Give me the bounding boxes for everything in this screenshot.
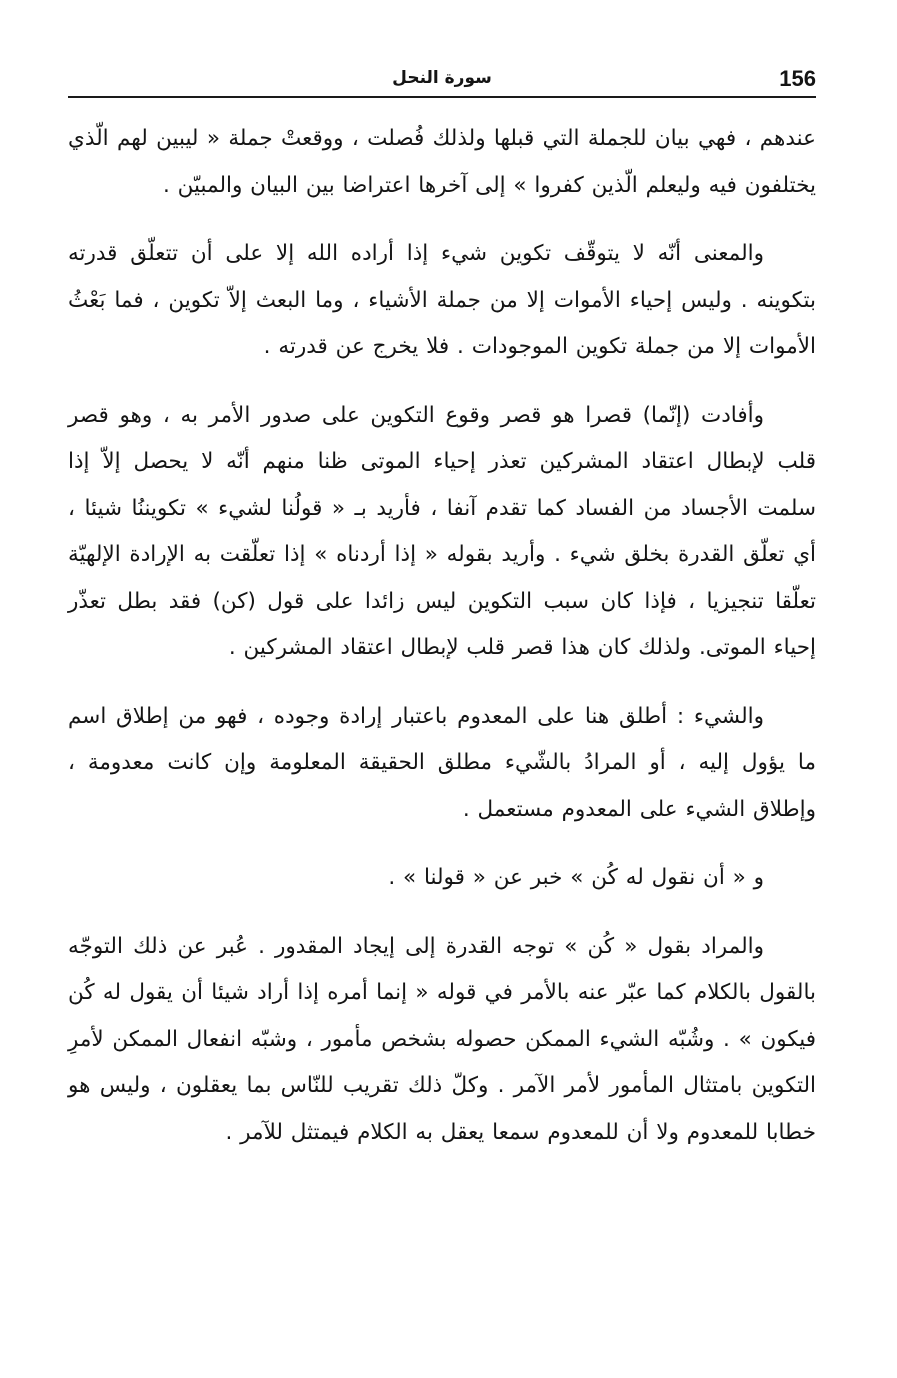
paragraph-continuation: عندهم ، فهي بيان للجملة التي قبلها ولذلك فُصلت ، ووقعتْ جملة « ليبين لهم الّذي يختلفون فيه وليعلم الّذين كفروا » إلى آخرها اعتراضا بين البيان والمبيّن . — [68, 126, 816, 198]
page-header — [68, 62, 816, 98]
page-body — [68, 116, 816, 1156]
running-title: سورة النحل — [392, 68, 492, 88]
paragraph-thing: والشيء : أطلق هنا على المعدوم باعتبار إرادة وجوده ، فهو من إطلاق اسم ما يؤول إليه ، أو المرادُ بالشّيء مطلق الحقيقة المعلومة وإن كانت معدومة ، وإطلاق الشيء على المعدوم مستعمل . — [68, 703, 816, 822]
book-page — [68, 62, 816, 1178]
paragraph-predicate: و « أن نقول له كُن » خبر عن « قولنا » . — [388, 865, 764, 890]
paragraph-restriction: وأفادت (إنّما) قصرا هو قصر وقوع التكوين على صدور الأمر به ، وهو قصر قلب لإبطال اعتقاد المشركين تعذر إحياء الموتى ظنا منهم أنّه لا يحصل إلاّ إذا سلمت الأجساد من الفساد كما تقدم آنفا ، فأريد بـ « قولُنا لشيء » تكويننُا شيئا ، أي تعلّق القدرة بخلق شيء . وأريد بقوله « إذا أردناه » إذا تعلّقت به الإرادة الإلهيّة تعلّقا تنجيزيا ، فإذا كان سبب التكوين ليس زائدا على قول (كن) فقد بطل تعذّر إحياء الموتى. ولذلك كان هذا قصر قلب لإبطال اعتقاد المشركين . — [68, 402, 816, 660]
page-number: 156 — [779, 66, 816, 91]
paragraph-kun: والمراد بقول « كُن » توجه القدرة إلى إيجاد المقدور . عُبر عن ذلك التوجّه بالقول بالكلام كما عبّر عنه بالأمر في قوله « إنما أمره إذا أراد شيئا أن يقول له كُن فيكون » . وشُبّه الشيء الممكن حصوله بشخص مأمور ، وشبّه انفعال الممكن لأمرِ التكوين بامتثال المأمور لأمر الآمر . وكلّ ذلك تقريب للنّاس بما يعقلون ، وليس هو خطابا للمعدوم ولا أن للمعدوم سمعا يعقل به الكلام فيمتثل للآمر . — [68, 933, 816, 1145]
paragraph-meaning: والمعنى أنّه لا يتوقّف تكوين شيء إذا أراده الله إلا على أن تتعلّق قدرته بتكوينه . وليس إحياء الأموات إلا من جملة الأشياء ، وما البعث إلاّ تكوين ، فما بَعْثُ الأموات إلا من جملة تكوين الموجودات . فلا يخرج عن قدرته . — [68, 241, 816, 359]
